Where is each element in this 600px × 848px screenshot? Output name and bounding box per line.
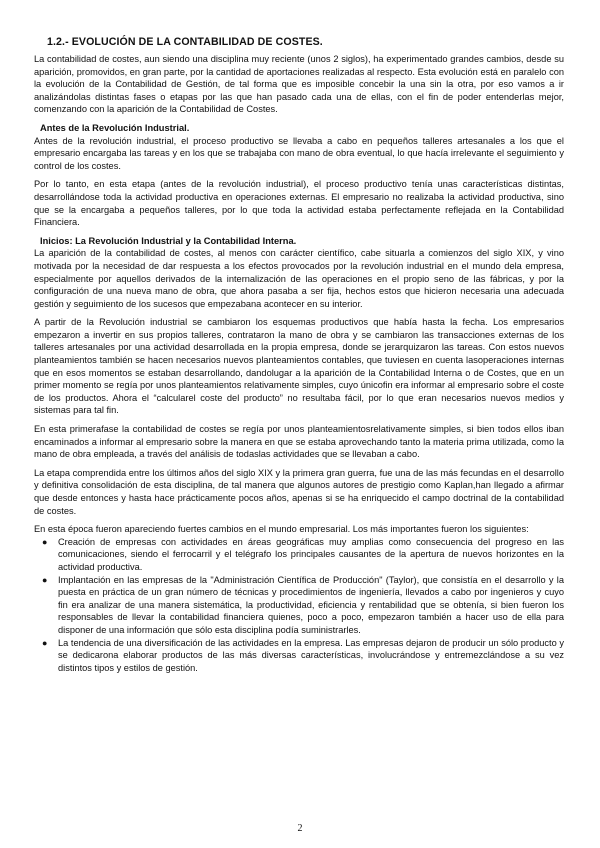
page-number: 2 <box>297 823 303 834</box>
paragraph: Por lo tanto, en esta etapa (antes de la revolución industrial), el proceso productivo tenía unas características distintas, desarrollándose toda la actividad productiva en operaciones externas. El empresario no realizaba la actividad productiva, sino que se la encargaba a pequeños talleres, por lo que toda la actividad estaba perfectamente reflejada en la Contabilidad Financiera. <box>34 179 564 228</box>
paragraph: La etapa comprendida entre los últimos años del siglo XIX y la primera gran guerra, fue una de las más fecundas en el desarrollo y definitiva consolidación de esta disciplina, de tal manera que algunos autores de prestigio como Kaplan,han llegado a afirmar que desde entonces y hasta hace prácticamente pocos años, apenas si se ha enriquecido el campo doctrinal de la contabilidad de costes. <box>34 467 564 516</box>
list-item-text: La tendencia de una diversificación de las actividades en la empresa. Las empresas dejaron de producir un sólo producto y se dedicarona elaborar productos de las más diversas características, involucrándose y entremezclándose a su vez distintos tipos y estilos de gestión. <box>58 637 564 673</box>
bullet-icon: ● <box>42 637 48 648</box>
list-item <box>34 637 564 675</box>
bullet-list <box>34 536 564 675</box>
section-title: 1.2.- EVOLUCIÓN DE LA CONTABILIDAD DE COSTES. <box>47 36 323 48</box>
paragraph: A partir de la Revolución industrial se cambiaron los esquemas productivos que había hasta la fecha. Los empresarios empezaron a invertir en sus propios talleres, contrataron la mano de obra y se cambiaron las transacciones externas de los talleres artesanales por una actividad desarrollada en la propia empresa, donde se jerarquizaron las tareas. Con estos nuevos planteamientos también se hacen necesarios nuevos planteamientos contables, que tuviesen en cuenta lasoperaciones internas que en esos momentos se estaban desarrollando, dandolugar a la aparición de la Contabilidad Interna o de Costes, que en un primer momento se regía por unos planteamientos relativamente simples, cuyo únicofin era informar al empresario sobre el coste de los productos. Ahora el “calcularel coste del producto” no resultaba fácil, por lo que eran necesarios nuevos medios y sistemas para tal fin. <box>34 317 564 416</box>
paragraph: Antes de la revolución industrial, el proceso productivo se llevaba a cabo en pequeños talleres artesanales a los que el empresario encargaba las tareas y en los que se trabajaba con mano de obra eventual, lo que hacía irrelevante el seguimiento y control de los costes. <box>34 135 564 171</box>
list-item <box>34 574 564 637</box>
subheading-pre-industrial: Antes de la Revolución Industrial. <box>40 122 190 133</box>
list-item-text: Creación de empresas con actividades en áreas geográficas muy amplias como consecuencia del progreso en las comunicaciones, siendo el ferrocarril y el telégrafo los principales causantes de la apertura de nuevos horizontes en la actividad productiva. <box>58 536 564 572</box>
paragraph: En esta época fueron apareciendo fuertes cambios en el mundo empresarial. Los más importantes fueron los siguientes: <box>34 524 529 535</box>
list-item-text: Implantación en las empresas de la "Administración Científica de Producción" (Taylor), que consistía en el desarrollo y la puesta en práctica de un gran número de técnicas y procedimientos de ingeniería, llevados a cabo por ingenieros y cuyo fin era analizar de una manera sistemática, la productividad, eficiencia y rentabilidad que se obtenía, si bien fueron los responsables de llevar la contabilidad financiera quienes, poco a poco, empezaron también a hacer uso de ella para disponer de una información que sólo esta disciplina podía suministrarles. <box>58 574 564 635</box>
paragraph: La aparición de la contabilidad de costes, al menos con carácter científico, cabe situarla a comienzos del siglo XIX, y vino motivada por la necesidad de dar respuesta a los efectos provocados por la revolución industrial en el mundo dela empresa, especialmente por aquellos derivados de la internalización de las operaciones en el propio seno de las fábricas, y por la configuración de una nueva mano de obra, que ahora pasaba a ser fija, hechos estos que hicieron necesaria una adecuada gestión y seguimiento de los sucesos que empezabana acontecer en su interior. <box>34 248 564 309</box>
document-page <box>34 36 564 674</box>
bullet-icon: ● <box>42 536 48 547</box>
list-item <box>34 536 564 574</box>
paragraph: En esta primerafase la contabilidad de costes se regía por unos planteamientosrelativamente simples, si bien todos ellos iban encaminados a informar al empresario sobre la manera en que se estaba aprovechando tanto la materia prima utilizada, como la mano de obra empleada, a través del análisis de todaslas actividades que se llevaban a cabo. <box>34 424 564 460</box>
subheading-industrial-revolution: Inicios: La Revolución Industrial y la Contabilidad Interna. <box>40 235 297 246</box>
intro-paragraph: La contabilidad de costes, aun siendo una disciplina muy reciente (unos 2 siglos), ha experimentado grandes cambios, desde su aparición, promovidos, en gran parte, por la cantidad de aportaciones realizadas al respecto. Esta evolución está en paralelo con la evolución de la Contabilidad de Gestión, de tal forma que es imposible concebir la una sin la otra, por eso vamos a ir analizándolas distintas fases o etapas por las que han pasado cada una de ellas, con el fin de poder entenderlas mejor, comenzando con la aparición de la Contabilidad de Costes. <box>34 54 564 115</box>
bullet-icon: ● <box>42 574 48 585</box>
